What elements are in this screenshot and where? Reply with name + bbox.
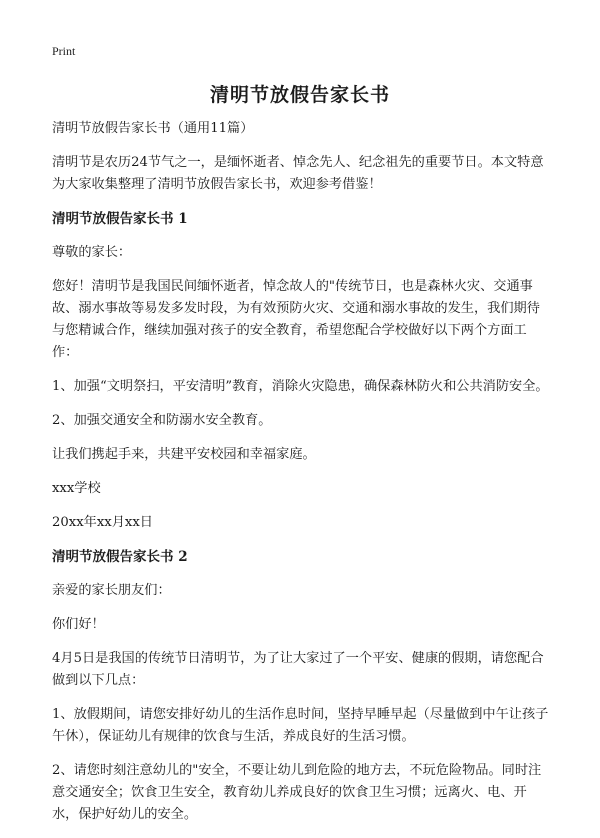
letter2-item-1: 1、放假期间，请您安排好幼儿的生活作息时间，坚持早睡早起（尽量做到中午让孩子午休），保证幼儿有规律的饮食与生活，养成良好的生活习惯。: [52, 707, 549, 744]
letter2-greeting: 你们好！: [52, 617, 105, 632]
document-body: [52, 118, 550, 838]
intro-paragraph: 清明节是农历24节气之一，是缅怀逝者、悼念先人、纪念祖先的重要节日。本文特意为大家收集整理了清明节放假告家长书，欢迎参考借鉴！: [52, 155, 544, 192]
letter2-item-2: 2、请您时刻注意幼儿的"安全，不要让幼儿到危险的地方去，不玩危险物品。同时注意交通安全；饮食卫生安全，教育幼儿养成良好的饮食卫生习惯；远离火、电、开水，保护好幼儿的安全。: [52, 763, 542, 822]
letter2-salutation: 亲爱的家长朋友们：: [52, 583, 171, 598]
letter2-paragraph: 4月5日是我国的传统节日清明节，为了让大家过了一个平安、健康的假期，请您配合做到以下几点：: [52, 651, 544, 688]
letter1-item-2: 2、加强交通安全和防溺水安全教育。: [52, 413, 272, 428]
letter1-item-1: 1、加强“文明祭扫，平安清明”教育，消除火灾隐患，确保森林防火和公共消防安全。: [52, 379, 549, 394]
letter1-signature: xxx学校: [52, 481, 101, 496]
letter1-closing: 让我们携起手来，共建平安校园和幸福家庭。: [52, 447, 316, 462]
document-subtitle: 清明节放假告家长书（通用11篇）: [52, 121, 254, 136]
letter1-salutation: 尊敬的家长：: [52, 245, 132, 260]
letter1-paragraph: 您好！清明节是我国民间缅怀逝者，悼念故人的"传统节日，也是森林火灾、交通事故、溺水事故等易发多发时段，为有效预防火灾、交通和溺水事故的发生，我们期待与您精诚合作，继续加强对孩子的安全教育，希望您配合学校做好以下两个方面工作：: [52, 279, 540, 360]
page-title: 清明节放假告家长书: [209, 84, 390, 106]
print-link[interactable]: Print: [52, 44, 76, 58]
letter1-heading: 清明节放假告家长书 1: [52, 211, 188, 227]
letter1-date: 20xx年xx月xx日: [52, 515, 153, 530]
letter2-heading: 清明节放假告家长书 2: [52, 549, 188, 565]
